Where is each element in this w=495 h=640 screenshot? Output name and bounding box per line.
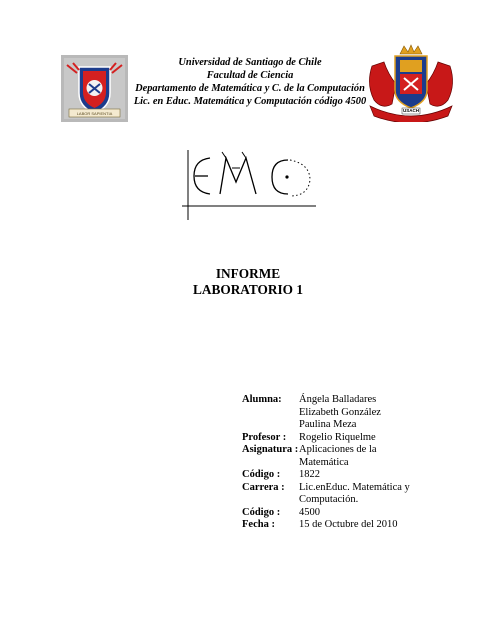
info-row-codigo-2	[242, 507, 421, 520]
left-logo-band-text: LABOR SAPIENTIA	[76, 111, 113, 116]
alumna-name: Ángela Balladares	[299, 394, 377, 405]
fecha-label: Fecha :	[242, 519, 275, 530]
info-row-alumna-2	[242, 407, 421, 420]
emc-program-logo	[180, 146, 320, 224]
university-name: Universidad de Santiago de Chile	[178, 57, 322, 68]
carrera-label: Carrera :	[242, 481, 285, 493]
info-row-codigo	[242, 469, 421, 482]
alumna-label: Alumna:	[242, 394, 282, 405]
profesor-name: Rogelio Riquelme	[299, 431, 376, 443]
info-row-asignatura	[242, 444, 421, 469]
info-row-alumna	[242, 394, 421, 407]
alumna-name: Elizabeth González	[299, 406, 381, 418]
carrera-value	[299, 482, 421, 507]
fecha-value: 15 de Octubre del 2010	[299, 519, 398, 530]
program-name: Lic. en Educ. Matemática y Computación código 4500	[133, 96, 367, 107]
right-logo-banner-text: USACH	[402, 108, 419, 113]
title-line-2: LABORATORIO 1	[193, 282, 303, 297]
info-row-fecha	[242, 519, 421, 532]
carrera-line-2: Computación.	[299, 494, 359, 505]
codigo-2-value: 4500	[299, 506, 320, 518]
faculty-name: Facultad de Ciencia	[206, 70, 294, 81]
codigo-2-label: Código :	[242, 506, 281, 518]
department-name: Departamento de Matemática y C. de la Computación	[135, 83, 365, 94]
info-row-alumna-3	[242, 419, 421, 432]
title-line-1: INFORME	[215, 266, 281, 281]
info-row-carrera	[242, 482, 421, 507]
carrera-line-1: Lic.enEduc. Matemática y	[299, 481, 410, 493]
alumna-name: Paulina Meza	[299, 419, 357, 430]
profesor-label: Profesor :	[242, 431, 287, 443]
asignatura-value: Aplicaciones de la Matemática	[299, 444, 377, 468]
asignatura-label: Asignatura :	[242, 444, 299, 455]
info-row-profesor	[242, 432, 421, 445]
institution-header	[130, 56, 370, 108]
codigo-value: 1822	[299, 469, 320, 480]
document-title	[140, 266, 356, 298]
report-info-table	[242, 394, 421, 532]
codigo-label: Código :	[242, 469, 281, 480]
